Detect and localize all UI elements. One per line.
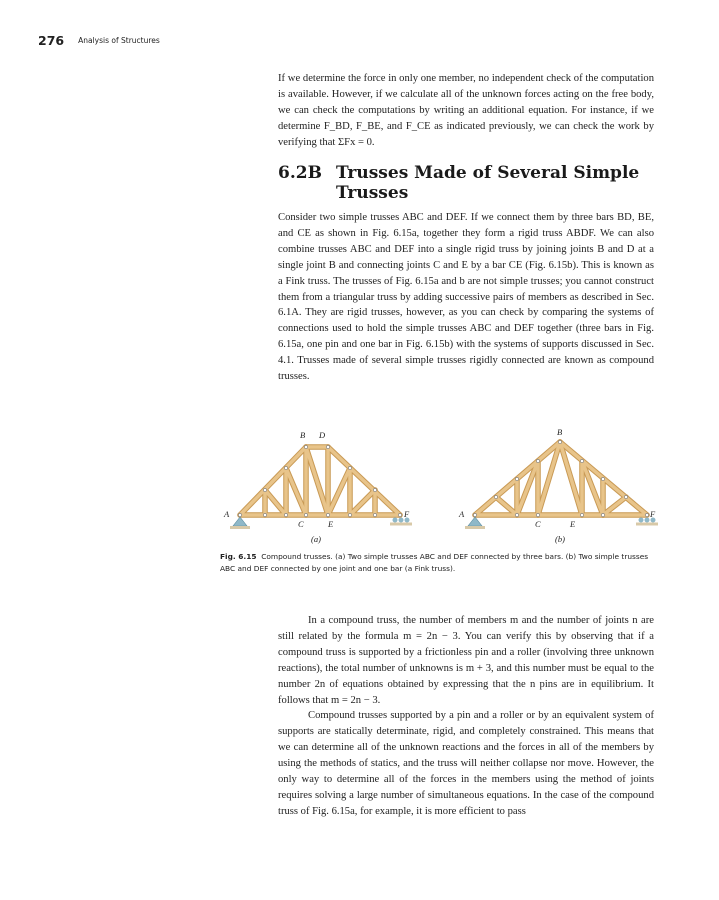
joint-label: F: [650, 509, 656, 519]
pin-support-b: [465, 517, 485, 529]
figure-caption-label: Fig. 6.15: [220, 552, 257, 561]
joint-label: B: [300, 430, 306, 440]
joint-label: A: [459, 509, 465, 519]
joint-label: A: [224, 509, 230, 519]
joint-label: C: [535, 519, 541, 529]
paragraph-compound: [278, 210, 654, 385]
paragraph-2: Consider two simple trusses ABC and DEF. If we connect them by three bars BD, BE, and CE as shown in Fig. 6.15a, together they form a rigid truss ABDF. We can also combine trusses ABC and DEF into a single rigid truss by joining joints B and D at a single joint B and connecting joints C and E by a bar CE (Fig. 6.15b). This is known as a Fink truss. The trusses of Fig. 6.15a and b are not simple trusses; you cannot construct them from a triangular truss by adding successive pairs of members as described in Sec. 6.1A. They are rigid trusses, however, as you can check by comparing the systems of connections used to hold the simple trusses ABC and DEF together (three bars in Fig. 6.15a, one pin and one bar in Fig. 6.15b) with the systems of supports discussed in Sec. 4.1. Trusses made of several simple trusses rigidly connected are known as compound trusses.: [278, 212, 654, 383]
truss-b: [458, 427, 658, 544]
page-number: 276: [38, 33, 65, 48]
section-title-line1: Trusses Made of Several Simple: [336, 163, 640, 183]
subfigure-label-a: (a): [311, 534, 321, 544]
truss-figure: [220, 425, 660, 550]
running-head: Analysis of Structures: [78, 36, 160, 45]
joint-label: D: [319, 430, 326, 440]
section-number: 6.2B: [278, 163, 322, 183]
joint-label: E: [570, 519, 576, 529]
joint-label: B: [557, 427, 563, 437]
figure-caption-text: Compound trusses. (a) Two simple trusses ABC and DEF connected by three bars. (b) Two simple trusses ABC and DEF connected by one joint and one bar (a Fink truss).: [220, 552, 649, 573]
truss-a: [223, 430, 412, 544]
joint-label: F: [404, 509, 410, 519]
section-heading: [278, 163, 658, 203]
pin-support-a: [230, 517, 250, 529]
joint-label: C: [298, 519, 304, 529]
subfigure-label-b: (b): [555, 534, 565, 544]
paragraph-4: Compound trusses supported by a pin and a roller or by an equivalent system of supports are statically determinate, rigid, and completely constrained. This means that we can determine all of the unknown reactions and the forces in all of the members by using the methods of statics, and the truss will neither collapse nor move. However, the only way to determine all of the forces in the members using the method of joints requires solving a large number of simultaneous equations. In the case of the compound truss of Fig. 6.15a, for example, it is more efficient to pass: [278, 710, 654, 817]
paragraph-count: [278, 613, 654, 820]
figure-6-15: [220, 425, 660, 550]
paragraph-1: If we determine the force in only one member, no independent check of the computation is available. However, if we calculate all of the unknown forces acting on the free body, we can check the computations by writing an additional equation. For instance, if we determine F_BD, F_BE, and F_CE as indicated previously, we can check the work by verifying that ΣFx = 0.: [278, 73, 654, 148]
page-header: [38, 32, 160, 46]
figure-caption: [220, 551, 660, 574]
section-title-line2: Trusses: [336, 183, 409, 203]
paragraph-3: In a compound truss, the number of members m and the number of joints n are still related by the formula m = 2n − 3. You can verify this by observing that if a compound truss is supported by a frictionless pin and a roller (involving three unknown reactions), the total number of unknowns is m + 3, and this number must be equal to the number 2n of equations obtained by expressing that the n pins are in equilibrium. It follows that m = 2n − 3.: [278, 615, 654, 706]
joint-label: E: [328, 519, 334, 529]
paragraph-check: [278, 71, 654, 151]
